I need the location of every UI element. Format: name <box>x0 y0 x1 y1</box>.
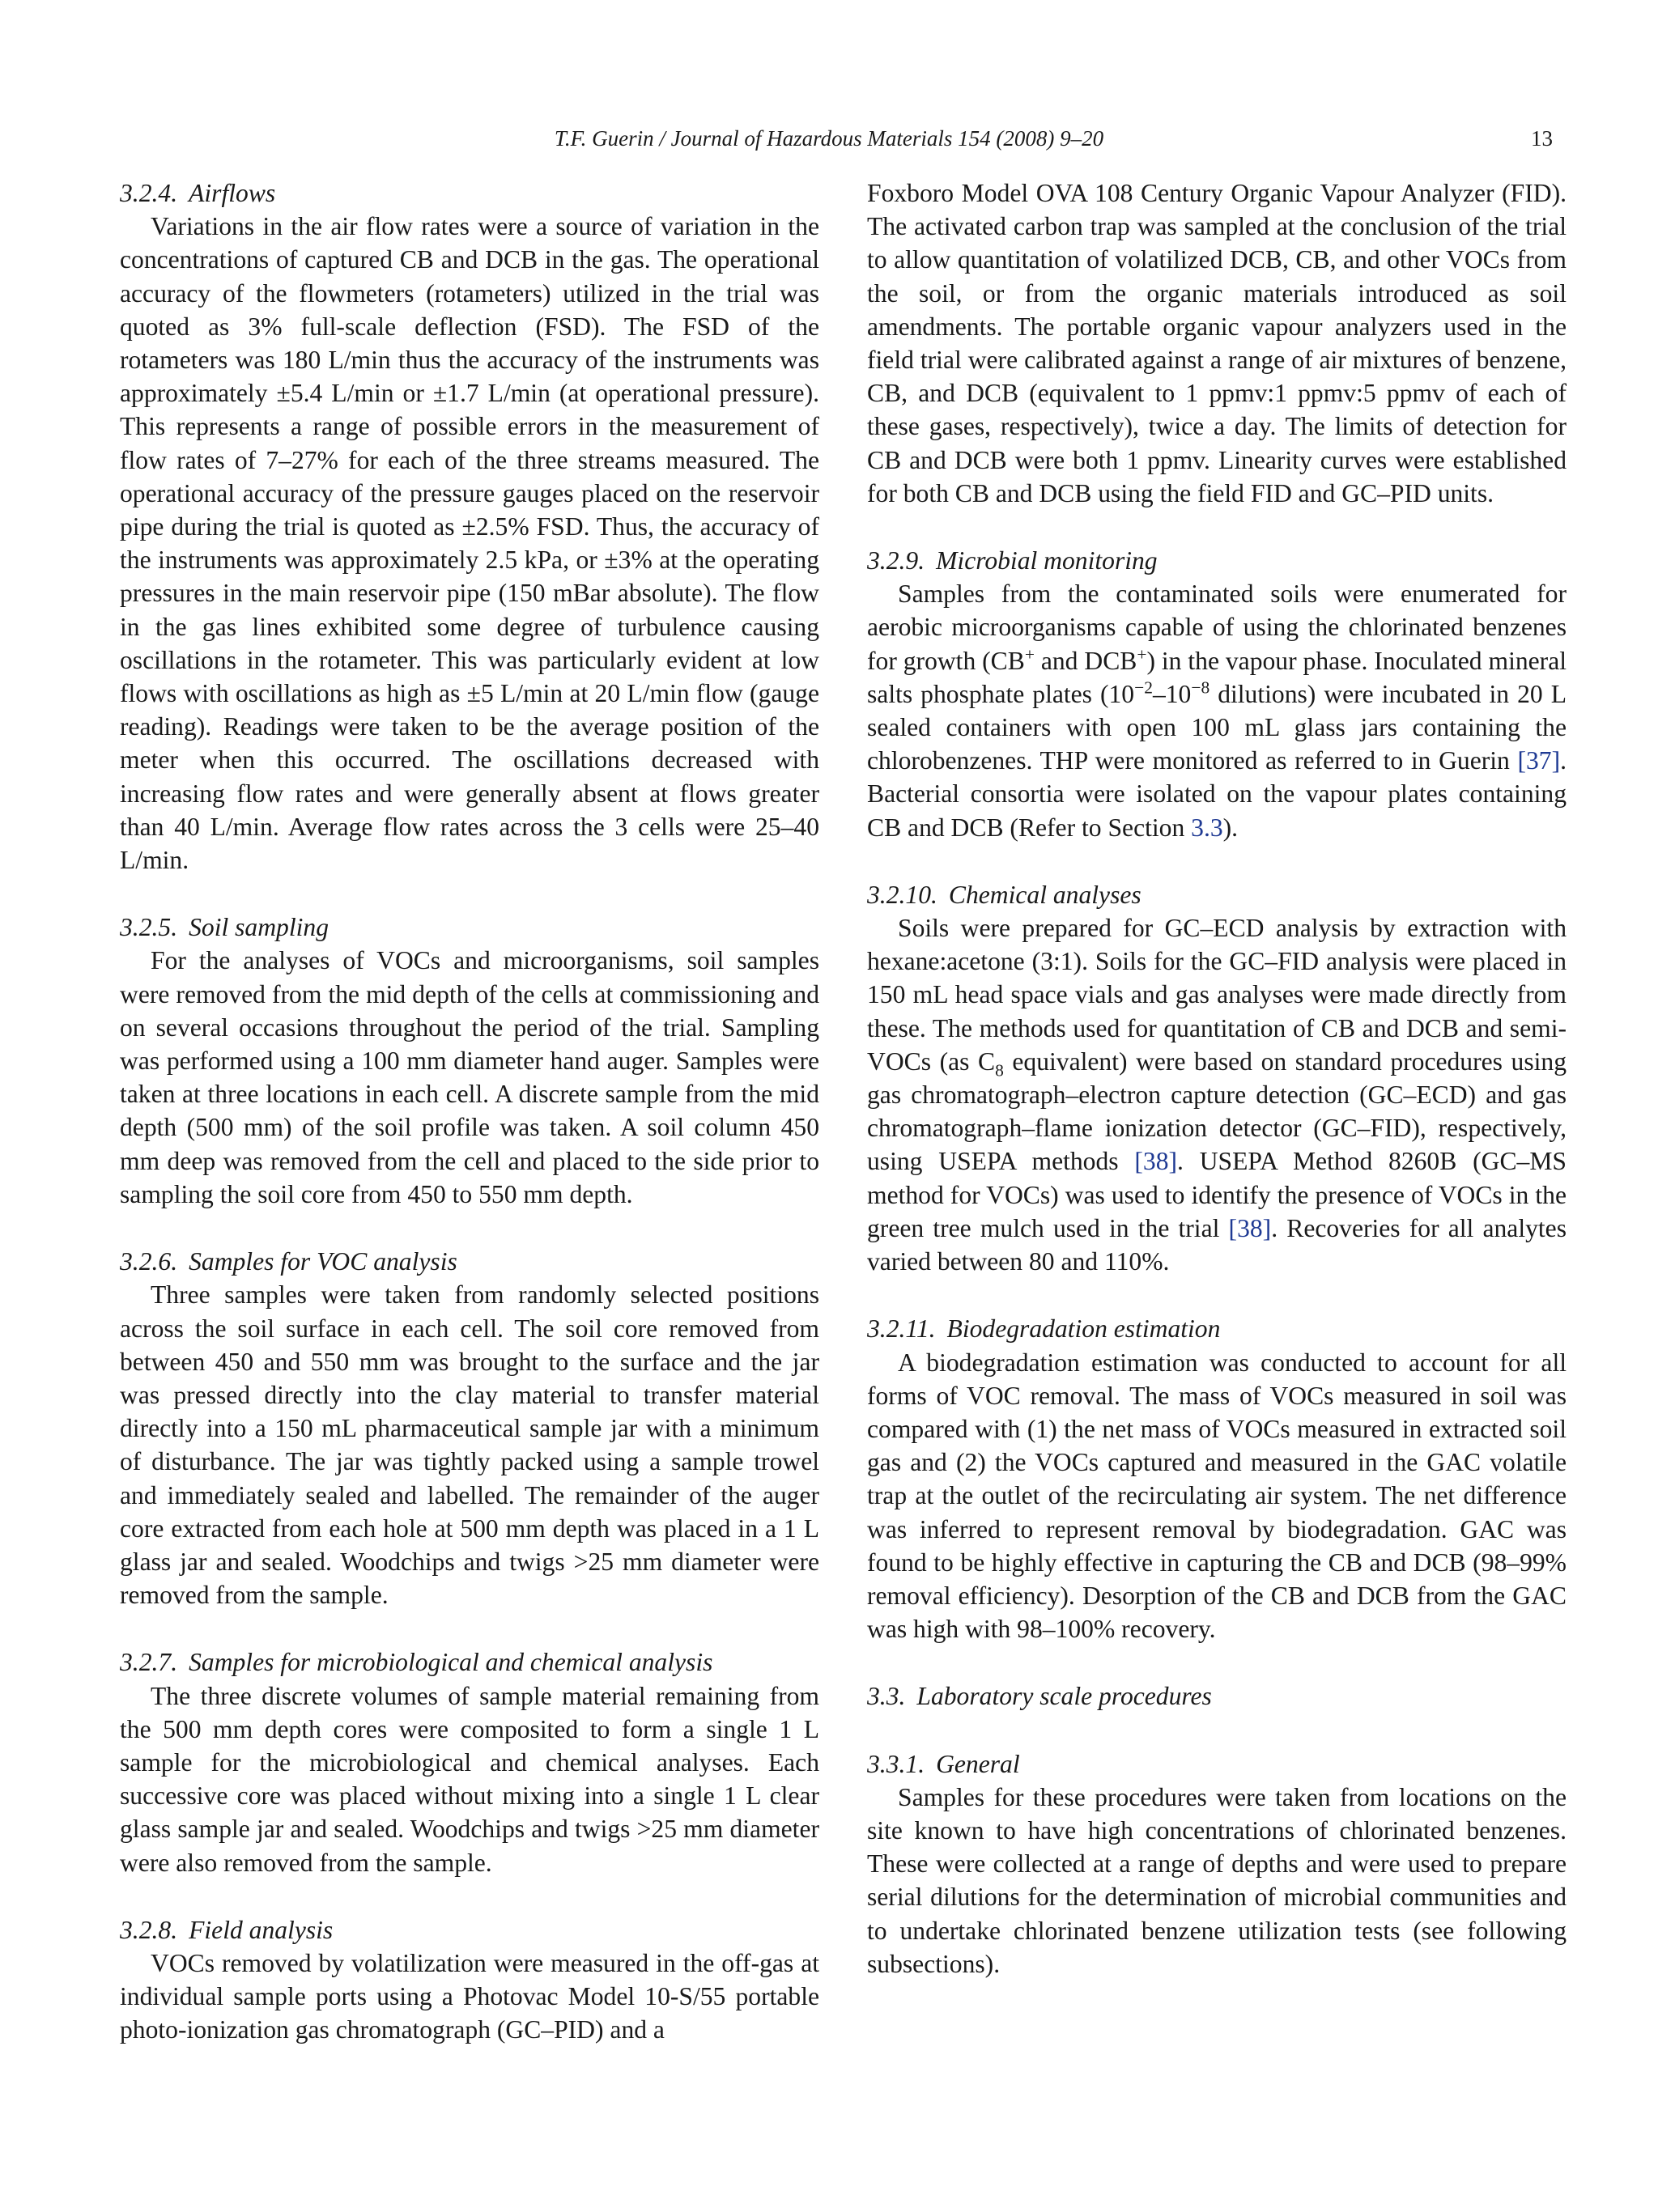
section-body: Samples for these procedures were taken from locations on the site known to have high concentrations of chlorinated benzenes. These were collected at a range of depths and were used to prepare serial dilutions for the determination of microbial communities and to undertake chlorinated benzene utilization tests (see following subsections). <box>867 1782 1567 1978</box>
section-3-2-11 <box>867 1312 1567 1645</box>
section-body: Variations in the air flow rates were a source of variation in the concentrations of captured CB and DCB in the gas. The operational accuracy of the flowmeters (rotameters) utilized in the trial was quoted as 3% full-scale deflection (FSD). The FSD of the rotameters was 180 L/min thus the accuracy of the instruments was approximately ±5.4 L/min or ±1.7 L/min (at operational pressure). This represents a range of possible errors in the measurement of flow rates of 7–27% for each of the three streams measured. The operational accuracy of the pressure gauges placed on the reservoir pipe during the trial is quoted as ±2.5% FSD. Thus, the accuracy of the instruments was approximately 2.5 kPa, or ±3% at the operating pressures in the main reservoir pipe (150 mBar absolute). The flow in the gas lines exhibited some degree of turbulence causing oscillations in the rotameter. This was particularly evident at low flows with oscillations as high as ±5 L/min at 20 L/min flow (gauge reading). Readings were taken to be the average position of the meter when this occurred. The oscillations decreased with increasing flow rates and were generally absent at flows greater than 40 L/min. Average flow rates across the 3 cells were 25–40 L/min. <box>120 212 819 875</box>
section-heading: 3.2.8. Field analysis <box>120 1915 334 1944</box>
section-3-2-8 <box>120 1913 819 2047</box>
section-body: The three discrete volumes of sample material remaining from the 500 mm depth cores were composited to form a single 1 L sample for the microbiological and chemical analyses. Each successive core was placed without mixing into a single 1 L clear glass sample jar and sealed. Woodchips and twigs >25 mm diameter were also removed from the sample. <box>120 1681 819 1877</box>
section-3-2-7 <box>120 1645 819 1879</box>
citation-link[interactable]: [38] <box>1134 1147 1178 1176</box>
section-3-2-5 <box>120 911 819 1211</box>
section-heading: 3.2.7. Samples for microbiological and chemical analysis <box>120 1648 713 1677</box>
section-heading: 3.3. Laboratory scale procedures <box>867 1682 1212 1711</box>
section-heading: 3.2.10. Chemical analyses <box>867 880 1141 909</box>
section-3-2-8-continued <box>867 176 1567 510</box>
section-heading: 3.2.6. Samples for VOC analysis <box>120 1247 457 1276</box>
section-heading: 3.2.5. Soil sampling <box>120 913 329 942</box>
citation-link[interactable]: [38] <box>1228 1213 1272 1242</box>
section-heading: 3.2.11. Biodegradation estimation <box>867 1314 1221 1344</box>
section-3-2-9 <box>867 544 1567 844</box>
section-body: Three samples were taken from randomly selected positions across the soil surface in each cell. The soil core removed from between 450 and 550 mm was brought to the surface and the jar was pressed directly into the clay material to transfer material directly into a 150 mL pharmaceutical sample jar with a minimum of disturbance. The jar was tightly packed using a sample trowel and immediately sealed and labelled. The remainder of the auger core extracted from each hole at 500 mm depth was placed in a 1 L glass jar and sealed. Woodchips and twigs >25 mm diameter were removed from the sample. <box>120 1280 819 1610</box>
section-3-3 <box>867 1679 1567 1713</box>
section-body: VOCs removed by volatilization were measured in the off-gas at individual sample ports using a Photovac Model 10-S/55 portable photo-ionization gas chromatograph (GC–PID) and a <box>120 1948 819 2044</box>
left-column <box>120 176 819 2081</box>
section-heading: 3.2.4. Airflows <box>120 179 276 207</box>
section-3-2-6 <box>120 1245 819 1611</box>
section-body: Soils were prepared for GC–ECD analysis by extraction with hexane:acetone (3:1). Soils for the GC–FID analysis were placed in 150 mL head space vials and gas analyses were made directly from these. The methods used for quantitation of CB and DCB and semi-VOCs (as $C_8$ equivalent) were based on standard procedures using gas chromatograph–electron capture detection (GC–ECD) and gas chromatograph–flame ionization detector (GC–FID), respectively, using USEPA methods [38]. USEPA Method 8260B (GC–MS method for VOCs) was used to identify the presence of VOCs in the green tree mulch used in the trial [38]. Recoveries for all analytes varied between 80 and 110%. <box>867 914 1567 1276</box>
section-body: A biodegradation estimation was conducted to account for all forms of VOC removal. The mass of VOCs measured in soil was compared with (1) the net mass of VOCs measured in extracted soil gas and (2) the VOCs captured and measured in the GAC volatile trap at the outlet of the recirculating air system. The net difference was inferred to represent removal by biodegradation. GAC was found to be highly effective in capturing the CB and DCB (98–99% removal efficiency). Desorption of the CB and DCB from the GAC was high with 98–100% recovery. <box>867 1348 1567 1644</box>
section-3-2-4 <box>120 176 819 877</box>
running-head: T.F. Guerin / Journal of Hazardous Materials 154 (2008) 9–20 <box>554 126 1104 151</box>
page-number: 13 <box>1531 126 1553 151</box>
section-heading: 3.2.9. Microbial monitoring <box>867 546 1158 575</box>
section-body: Foxboro Model OVA 108 Century Organic Vapour Analyzer (FID). The activated carbon trap was sampled at the conclusion of the trial to allow quantitation of volatilized DCB, CB, and other VOCs from the soil, or from the organic materials introduced as soil amendments. The portable organic vapour analyzers used in the field trial were calibrated against a range of air mixtures of benzene, CB, and DCB (equivalent to 1 ppmv:1 ppmv:5 ppmv of each of these gases, respectively), twice a day. The limits of detection for CB and DCB were both 1 ppmv. Linearity curves were established for both CB and DCB using the field FID and GC–PID units. <box>867 179 1567 507</box>
section-3-3-1 <box>867 1747 1567 1981</box>
section-link[interactable]: 3.3 <box>1191 813 1223 842</box>
citation-link[interactable]: [37] <box>1517 746 1561 775</box>
section-heading: 3.3.1. General <box>867 1749 1020 1778</box>
section-body: For the analyses of VOCs and microorganisms, soil samples were removed from the mid depth of the cells at commissioning and on several occasions throughout the period of the trial. Sampling was performed using a 100 mm diameter hand auger. Samples were taken at three locations in each cell. A discrete sample from the mid depth (500 mm) of the soil profile was taken. A soil column 450 mm deep was removed from the cell and placed to the side prior to sampling the soil core from 450 to 550 mm depth. <box>120 946 819 1208</box>
page-header <box>0 120 1658 160</box>
section-body: Samples from the contaminated soils were enumerated for aerobic microorganisms capable of using the chlorinated benzenes for growth (CB+ and DCB+) in the vapour phase. Inoculated mineral salts phosphate plates ($10^{-2}-10^{-8}$ dilutions) were incubated in 20 L sealed containers with open 100 mL glass jars containing the chlorobenzenes. THP were monitored as referred to in Guerin [37]. Bacterial consortia were isolated on the vapour plates containing CB and DCB (Refer to Section 3.3). <box>867 580 1567 842</box>
right-column <box>867 176 1567 2015</box>
section-3-2-10 <box>867 878 1567 1278</box>
